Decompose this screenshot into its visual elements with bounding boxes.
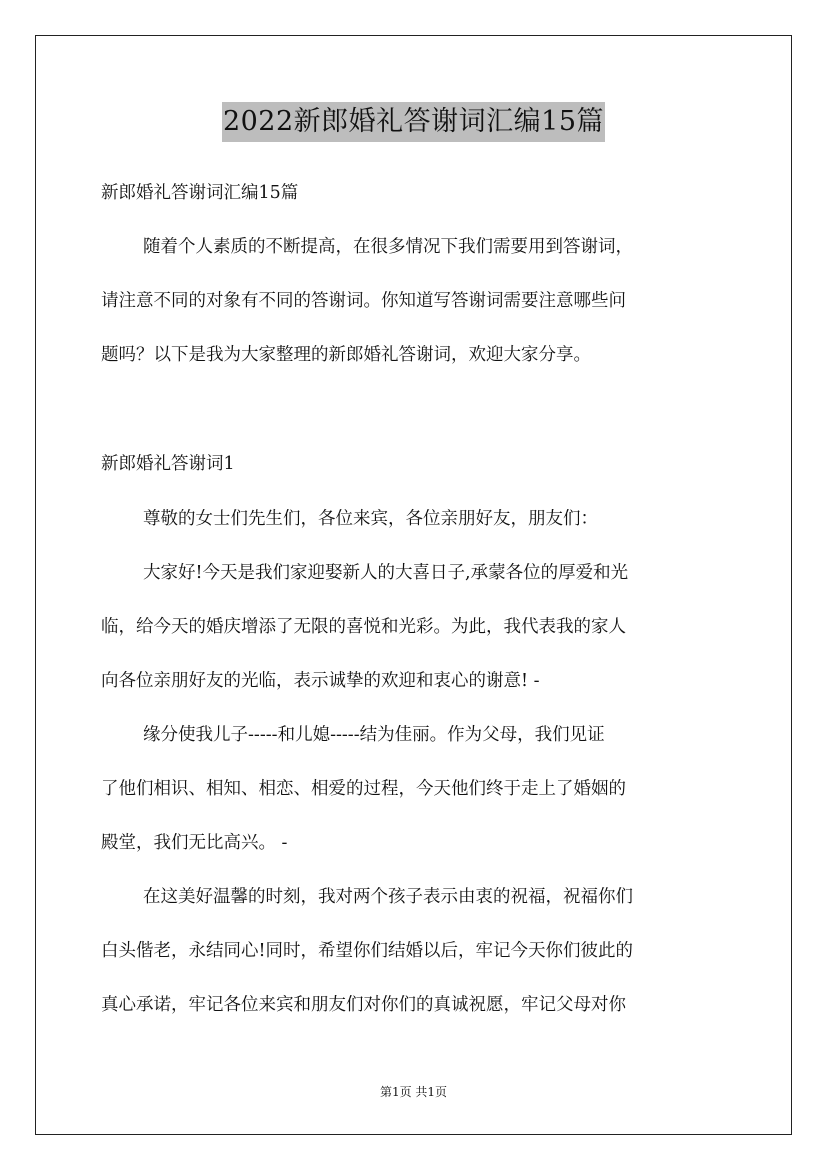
intro-line-1: 随着个人素质的不断提高，在很多情况下我们需要用到答谢词， bbox=[143, 237, 633, 257]
intro-line-2: 请注意不同的对象有不同的答谢词。你知道写答谢词需要注意哪些问 bbox=[101, 291, 626, 311]
paragraph3-line-3: 真心承诺，牢记各位来宾和朋友们对你们的真诚祝愿，牢记父母对你 bbox=[101, 995, 626, 1015]
document-subtitle: 新郎婚礼答谢词汇编15篇 bbox=[101, 183, 299, 203]
paragraph2-line-1: 缘分使我儿子-----和儿媳-----结为佳丽。作为父母，我们见证 bbox=[143, 725, 605, 745]
intro-line-3: 题吗？以下是我为大家整理的新郎婚礼答谢词，欢迎大家分享。 bbox=[101, 345, 591, 365]
section-heading: 新郎婚礼答谢词1 bbox=[101, 454, 235, 474]
paragraph2-line-2: 了他们相识、相知、相恋、相爱的过程，今天他们终于走上了婚姻的 bbox=[101, 779, 626, 799]
paragraph2-line-3: 殿堂，我们无比高兴。 - bbox=[101, 833, 288, 853]
paragraph1-line-3: 向各位亲朋好友的光临，表示诚挚的欢迎和衷心的谢意! - bbox=[101, 671, 540, 691]
paragraph1-line-1: 大家好!今天是我们家迎娶新人的大喜日子,承蒙各位的厚爱和光 bbox=[143, 563, 629, 583]
paragraph3-line-1: 在这美好温馨的时刻，我对两个孩子表示由衷的祝福，祝福你们 bbox=[143, 887, 633, 907]
paragraph3-line-2: 白头偕老，永结同心!同时，希望你们结婚以后，牢记今天你们彼此的 bbox=[101, 941, 634, 961]
title-container bbox=[0, 102, 827, 142]
paragraph1-line-2: 临，给今天的婚庆增添了无限的喜悦和光彩。为此，我代表我的家人 bbox=[101, 617, 626, 637]
page-footer: 第1页 共1页 bbox=[379, 1085, 448, 1099]
document-title: 2022新郎婚礼答谢词汇编15篇 bbox=[222, 102, 605, 142]
greeting-line: 尊敬的女士们先生们，各位来宾，各位亲朋好友，朋友们： bbox=[143, 509, 598, 529]
